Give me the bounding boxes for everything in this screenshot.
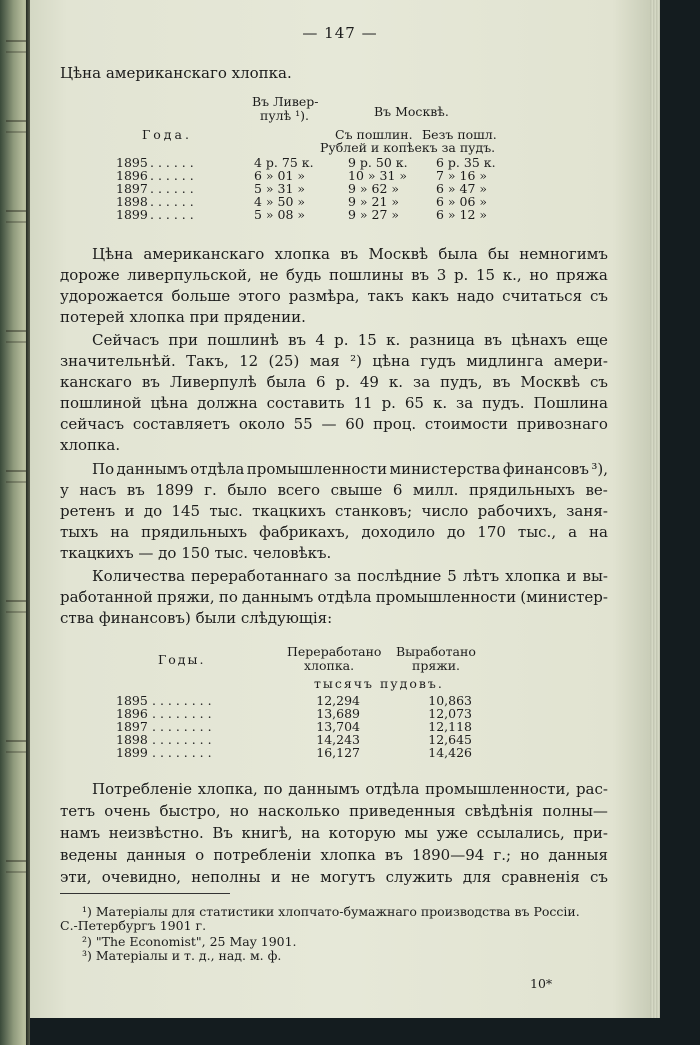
word: пошлинѣ: [207, 331, 279, 349]
word: тетъ: [60, 802, 96, 820]
produced-yarn-cell: 12,645: [428, 732, 472, 747]
paragraph-line: [60, 844, 608, 866]
word: хлопка: [274, 245, 330, 263]
moscow-duty-price-cell: 9 » 62 »: [348, 181, 400, 196]
word: Цѣна: [92, 245, 134, 263]
footnote-1-cont: С.-Петербургъ 1901 г.: [60, 918, 207, 933]
word: пошлиной: [60, 394, 142, 412]
table1-header-units: Рублей и копѣекъ за пудъ.: [320, 140, 496, 155]
word: 65: [404, 394, 424, 412]
word: ливерпульской,: [127, 266, 252, 284]
word: 1890—94: [412, 846, 485, 864]
year-cell: 1895: [116, 155, 148, 170]
word: ссылались,: [476, 824, 565, 842]
table1-header-liverpool: Въ Ливер-: [252, 94, 319, 109]
word: Пошлина: [533, 394, 608, 412]
produced-yarn-cell: 10,863: [428, 693, 472, 708]
footnote-2: ²) "The Economist", 25 May 1901.: [82, 934, 297, 949]
paragraph-line: [60, 566, 608, 587]
moscow-no-duty-price-cell: 6 » 47 »: [436, 181, 488, 196]
word: прядильныхъ: [468, 481, 575, 499]
paragraph-line: [60, 866, 608, 888]
word: пряжи,: [157, 588, 215, 606]
word: 1899: [155, 481, 194, 499]
word: съ: [590, 287, 608, 305]
paragraph-line: [60, 822, 608, 844]
word: р.: [334, 331, 349, 349]
word: переработаннаго: [191, 567, 329, 585]
table1-header-liverpool: пулѣ ¹).: [260, 108, 309, 123]
paragraph-line: [60, 778, 608, 800]
word: гудъ: [420, 352, 456, 370]
word: въ: [411, 266, 430, 284]
produced-yarn-cell: 12,118: [428, 719, 472, 734]
word: насколько: [258, 802, 340, 820]
word: Потребленiе: [92, 780, 192, 798]
section-title: Цѣна американскаго хлопка.: [60, 64, 292, 82]
word: не: [291, 868, 310, 886]
word: ретенъ: [60, 502, 116, 520]
word: мая: [309, 352, 340, 370]
paragraph-line: [60, 286, 608, 307]
word: больше: [171, 287, 231, 305]
paragraph-line: [60, 501, 608, 522]
liverpool-price-cell: 5 » 08 »: [254, 207, 306, 222]
word: за: [413, 373, 431, 391]
paragraph-line: [60, 244, 608, 265]
table1-header-moscow: Въ Москвѣ.: [374, 104, 449, 119]
word: но: [229, 802, 249, 820]
word: которую: [328, 824, 396, 842]
word: министерства: [389, 460, 501, 478]
word: стоимости: [424, 415, 509, 433]
cotton-price-table: [116, 156, 516, 221]
word: г.: [204, 481, 217, 499]
word: тыс.,: [517, 523, 557, 541]
liverpool-price-cell: 6 » 01 »: [254, 168, 306, 183]
paragraph-line: потерей хлопка при прядении.: [60, 308, 306, 326]
word: ²): [350, 352, 362, 370]
word: рас-: [575, 780, 608, 798]
moscow-no-duty-price-cell: 6 » 06 »: [436, 194, 488, 209]
word: даннымъ: [116, 460, 188, 478]
word: эти,: [60, 868, 92, 886]
word: хлопка: [320, 846, 376, 864]
word: неизвѣстно.: [108, 824, 204, 842]
word: вы-: [582, 567, 608, 585]
word: немногимъ: [519, 245, 608, 263]
moscow-no-duty-price-cell: 6 р. 35 к.: [436, 155, 496, 170]
word: о: [195, 846, 205, 864]
table2-header-years: Годы.: [158, 652, 206, 667]
facing-page-text-fragment: [6, 860, 26, 873]
word: приведенныя: [349, 802, 456, 820]
year-cell: 1899: [116, 745, 148, 760]
word: намъ: [60, 824, 101, 842]
word: въ: [492, 373, 511, 391]
word: даннымъ: [242, 588, 314, 606]
word: пошлины: [328, 266, 404, 284]
word: въ: [340, 245, 359, 263]
facing-page-text-fragment: [6, 600, 26, 613]
word: потребленiи: [213, 846, 312, 864]
word: уже: [436, 824, 469, 842]
liverpool-price-cell: 4 р. 75 к.: [254, 155, 314, 170]
moscow-duty-price-cell: 9 » 27 »: [348, 207, 400, 222]
footnote-rule: [60, 893, 230, 894]
page-number: — 147 —: [302, 24, 378, 42]
table2-header-units: тысячъ пудовъ.: [314, 676, 444, 691]
facing-page-text-fragment: [6, 330, 26, 343]
word: за: [334, 567, 352, 585]
word: и: [566, 567, 577, 585]
word: очень: [104, 802, 151, 820]
word: была: [438, 245, 478, 263]
word: пудъ,: [440, 373, 483, 391]
word: но: [529, 266, 549, 284]
word: 4: [315, 331, 325, 349]
word: ткацкихъ: [252, 502, 326, 520]
year-cell: 1898: [116, 194, 148, 209]
word: милл.: [412, 481, 459, 499]
table-row: [116, 746, 472, 759]
word: свѣдѣнiя: [464, 802, 534, 820]
word: Въ: [212, 824, 233, 842]
word: заня-: [566, 502, 608, 520]
word: 60: [345, 415, 365, 433]
word: цѣна: [150, 394, 189, 412]
word: канскаго: [60, 373, 132, 391]
processed-cotton-cell: 13,704: [316, 719, 360, 734]
word: надо: [456, 287, 495, 305]
word: тыс.: [209, 502, 243, 520]
word: работанной: [60, 588, 153, 606]
word: цѣна: [372, 352, 410, 370]
word: привознаго: [516, 415, 608, 433]
processed-cotton-cell: 16,127: [316, 745, 360, 760]
word: тыхъ: [60, 523, 99, 541]
paragraph-line: [60, 587, 608, 608]
word: к.: [432, 394, 448, 412]
word: доходило: [361, 523, 436, 541]
paragraph-line: [60, 480, 608, 501]
word: к.: [386, 331, 401, 349]
word: число: [421, 502, 469, 520]
word: дороже: [60, 266, 120, 284]
footnote-3: ³) Матерiалы и т. д., над. м. ф.: [82, 948, 282, 963]
leader-dots: . . . . . . . .: [152, 706, 212, 721]
moscow-no-duty-price-cell: 7 » 16 »: [436, 168, 488, 183]
word: книгѣ,: [241, 824, 293, 842]
year-cell: 1896: [116, 168, 148, 183]
processed-cotton-cell: 12,294: [316, 693, 360, 708]
word: до: [143, 502, 163, 520]
word: прядильныхъ: [141, 523, 248, 541]
word: отдѣла: [190, 460, 245, 478]
word: промышленности: [375, 588, 517, 606]
word: по: [218, 588, 238, 606]
facing-page-text-fragment: [6, 120, 26, 133]
year-cell: 1898: [116, 732, 148, 747]
table1-header-with-duty: Съ пошлин.: [335, 127, 413, 142]
word: фабрикахъ,: [259, 523, 350, 541]
table-row: [116, 208, 516, 221]
word: на: [301, 824, 321, 842]
year-cell: 1899: [116, 207, 148, 222]
word: рабочихъ,: [477, 502, 557, 520]
word: съ: [590, 868, 608, 886]
leader-dots: . . . . . .: [150, 168, 194, 183]
word: какъ: [411, 287, 449, 305]
word: р.: [453, 266, 469, 284]
paragraph-line: [60, 265, 608, 286]
moscow-duty-price-cell: 9 р. 50 к.: [348, 155, 408, 170]
produced-yarn-cell: 14,426: [428, 745, 472, 760]
word: Такъ,: [186, 352, 229, 370]
background-bottom: [30, 1018, 660, 1045]
word: 11: [353, 394, 373, 412]
paragraph-line: [60, 800, 608, 822]
word: въ: [288, 331, 307, 349]
paragraph-line: [60, 414, 608, 435]
word: неполны: [191, 868, 261, 886]
word: хлопка,: [197, 780, 258, 798]
facing-page-text-fragment: [6, 210, 26, 223]
word: лѣтъ: [462, 567, 500, 585]
word: при: [168, 331, 199, 349]
word: р.: [335, 373, 350, 391]
paragraph-line: [60, 330, 608, 351]
word: составить: [266, 394, 345, 412]
moscow-duty-price-cell: 9 » 21 »: [348, 194, 400, 209]
word: при-: [573, 824, 608, 842]
word: 15: [357, 331, 377, 349]
table2-header-produced: пряжи.: [412, 658, 461, 673]
word: 55: [293, 415, 313, 433]
word: по: [263, 780, 283, 798]
word: сравненiя: [501, 868, 580, 886]
word: составляетъ: [132, 415, 231, 433]
paragraph-line: [60, 522, 608, 543]
word: было: [227, 481, 267, 499]
word: промышленности,: [425, 780, 571, 798]
word: 6: [316, 373, 326, 391]
facing-page-text-fragment: [6, 740, 26, 753]
word: должна: [197, 394, 258, 412]
word: размѣра,: [288, 287, 360, 305]
leader-dots: . . . . . .: [150, 155, 194, 170]
paragraph-5: [60, 778, 608, 888]
table1-header-years: Года.: [142, 127, 192, 142]
word: Москвѣ: [368, 245, 429, 263]
paragraph-2: [60, 330, 608, 456]
paragraph-4: [60, 566, 608, 629]
word: служить: [385, 868, 453, 886]
word: 5: [447, 567, 457, 585]
word: до: [447, 523, 466, 541]
word: сейчасъ: [60, 415, 125, 433]
word: значительнѣй.: [60, 352, 176, 370]
word: но: [520, 846, 540, 864]
word: 3: [436, 266, 447, 284]
table1-header-no-duty: Безъ пошл.: [422, 127, 497, 142]
word: въ: [141, 373, 160, 391]
word: а: [568, 523, 578, 541]
word: за: [456, 394, 474, 412]
paragraph-line: хлопка.: [60, 436, 121, 454]
word: свыше: [330, 481, 383, 499]
word: Сейчасъ: [92, 331, 160, 349]
word: 49: [359, 373, 379, 391]
word: 6: [392, 481, 403, 499]
word: разница: [409, 331, 475, 349]
word: въ: [484, 331, 503, 349]
word: удорожается: [60, 287, 164, 305]
leader-dots: . . . . . .: [150, 207, 194, 222]
word: для: [462, 868, 492, 886]
word: станковъ;: [335, 502, 413, 520]
word: мы: [404, 824, 428, 842]
word: амери-: [553, 352, 608, 370]
table2-header-processed: Переработано: [287, 644, 382, 659]
word: цѣнахъ: [511, 331, 567, 349]
word: данныя: [548, 846, 608, 864]
liverpool-price-cell: 4 » 50 »: [254, 194, 306, 209]
paragraph-3: [60, 459, 608, 564]
moscow-no-duty-price-cell: 6 » 12 »: [436, 207, 488, 222]
word: еще: [576, 331, 608, 349]
word: Москвѣ: [520, 373, 581, 391]
book-page: [30, 0, 650, 1018]
word: пряжа: [556, 266, 608, 284]
leader-dots: . . . . . . . .: [152, 732, 212, 747]
word: 12: [239, 352, 259, 370]
word: насъ: [79, 481, 117, 499]
word: (министер-: [520, 588, 608, 606]
year-cell: 1897: [116, 181, 148, 196]
word: и: [270, 868, 281, 886]
leader-dots: . . . . . . . .: [152, 719, 212, 734]
table2-header-processed: хлопка.: [304, 658, 355, 673]
word: въ: [384, 846, 403, 864]
word: считаться: [502, 287, 583, 305]
word: Количества: [92, 567, 186, 585]
word: бы: [488, 245, 510, 263]
cotton-volume-table: [116, 694, 472, 759]
year-cell: 1897: [116, 719, 148, 734]
word: американскаго: [143, 245, 265, 263]
word: 15: [476, 266, 496, 284]
word: ве-: [585, 481, 608, 499]
word: ведены: [60, 846, 118, 864]
word: Ливерпулѣ: [169, 373, 257, 391]
word: была: [266, 373, 307, 391]
word: (25): [268, 352, 300, 370]
word: всего: [277, 481, 321, 499]
paragraph-line: ства финансовъ) были слѣдующiя:: [60, 609, 333, 627]
word: могутъ: [320, 868, 376, 886]
word: По: [92, 460, 115, 478]
year-cell: 1895: [116, 693, 148, 708]
word: у: [60, 481, 69, 499]
word: такъ: [367, 287, 404, 305]
word: р.: [381, 394, 396, 412]
word: 145: [171, 502, 201, 520]
word: быстро,: [159, 802, 221, 820]
word: —: [321, 415, 337, 433]
word: этого: [238, 287, 281, 305]
paragraph-line: [60, 372, 608, 393]
leader-dots: . . . . . .: [150, 181, 194, 196]
word: съ: [590, 373, 608, 391]
word: на: [589, 523, 608, 541]
signature-mark: 10*: [530, 976, 553, 991]
word: проц.: [373, 415, 417, 433]
word: будь: [286, 266, 322, 284]
word: и: [124, 502, 135, 520]
leader-dots: . . . . . .: [150, 194, 194, 209]
paragraph-1: [60, 244, 608, 328]
word: ³),: [591, 460, 608, 478]
word: даннымъ: [288, 780, 360, 798]
word: очевидно,: [101, 868, 181, 886]
word: финансовъ: [502, 460, 589, 478]
word: 170: [477, 523, 506, 541]
table2-header-produced: Выработано: [396, 644, 476, 659]
word: на: [110, 523, 130, 541]
paragraph-line: [60, 351, 608, 372]
leader-dots: . . . . . . . .: [152, 745, 212, 760]
word: мидлинга: [466, 352, 544, 370]
paragraph-line: [60, 393, 608, 414]
word: полны—: [542, 802, 608, 820]
word: отдѣла: [317, 588, 372, 606]
facing-page-text-fragment: [6, 40, 26, 53]
liverpool-price-cell: 5 » 31 »: [254, 181, 306, 196]
word: послѣдние: [357, 567, 442, 585]
leader-dots: . . . . . . . .: [152, 693, 212, 708]
word: не: [259, 266, 279, 284]
paragraph-line: ткацкихъ — до 150 тыс. человѣкъ.: [60, 544, 332, 562]
year-cell: 1896: [116, 706, 148, 721]
produced-yarn-cell: 12,073: [428, 706, 472, 721]
word: въ: [126, 481, 145, 499]
word: к.,: [502, 266, 522, 284]
word: данныя: [126, 846, 187, 864]
processed-cotton-cell: 13,689: [316, 706, 360, 721]
word: пудъ.: [482, 394, 525, 412]
footnote-1: ¹) Матерiалы для статистики хлопчато-бумажнаго производства въ Россiи.: [82, 904, 580, 919]
processed-cotton-cell: 14,243: [316, 732, 360, 747]
word: отдѣла: [365, 780, 420, 798]
word: хлопка: [505, 567, 561, 585]
moscow-duty-price-cell: 10 » 31 »: [348, 168, 408, 183]
word: промышленности: [246, 460, 388, 478]
facing-page-text-fragment: [6, 470, 26, 483]
word: около: [238, 415, 285, 433]
word: г.;: [493, 846, 512, 864]
word: к.: [388, 373, 404, 391]
paragraph-line: [60, 459, 608, 480]
